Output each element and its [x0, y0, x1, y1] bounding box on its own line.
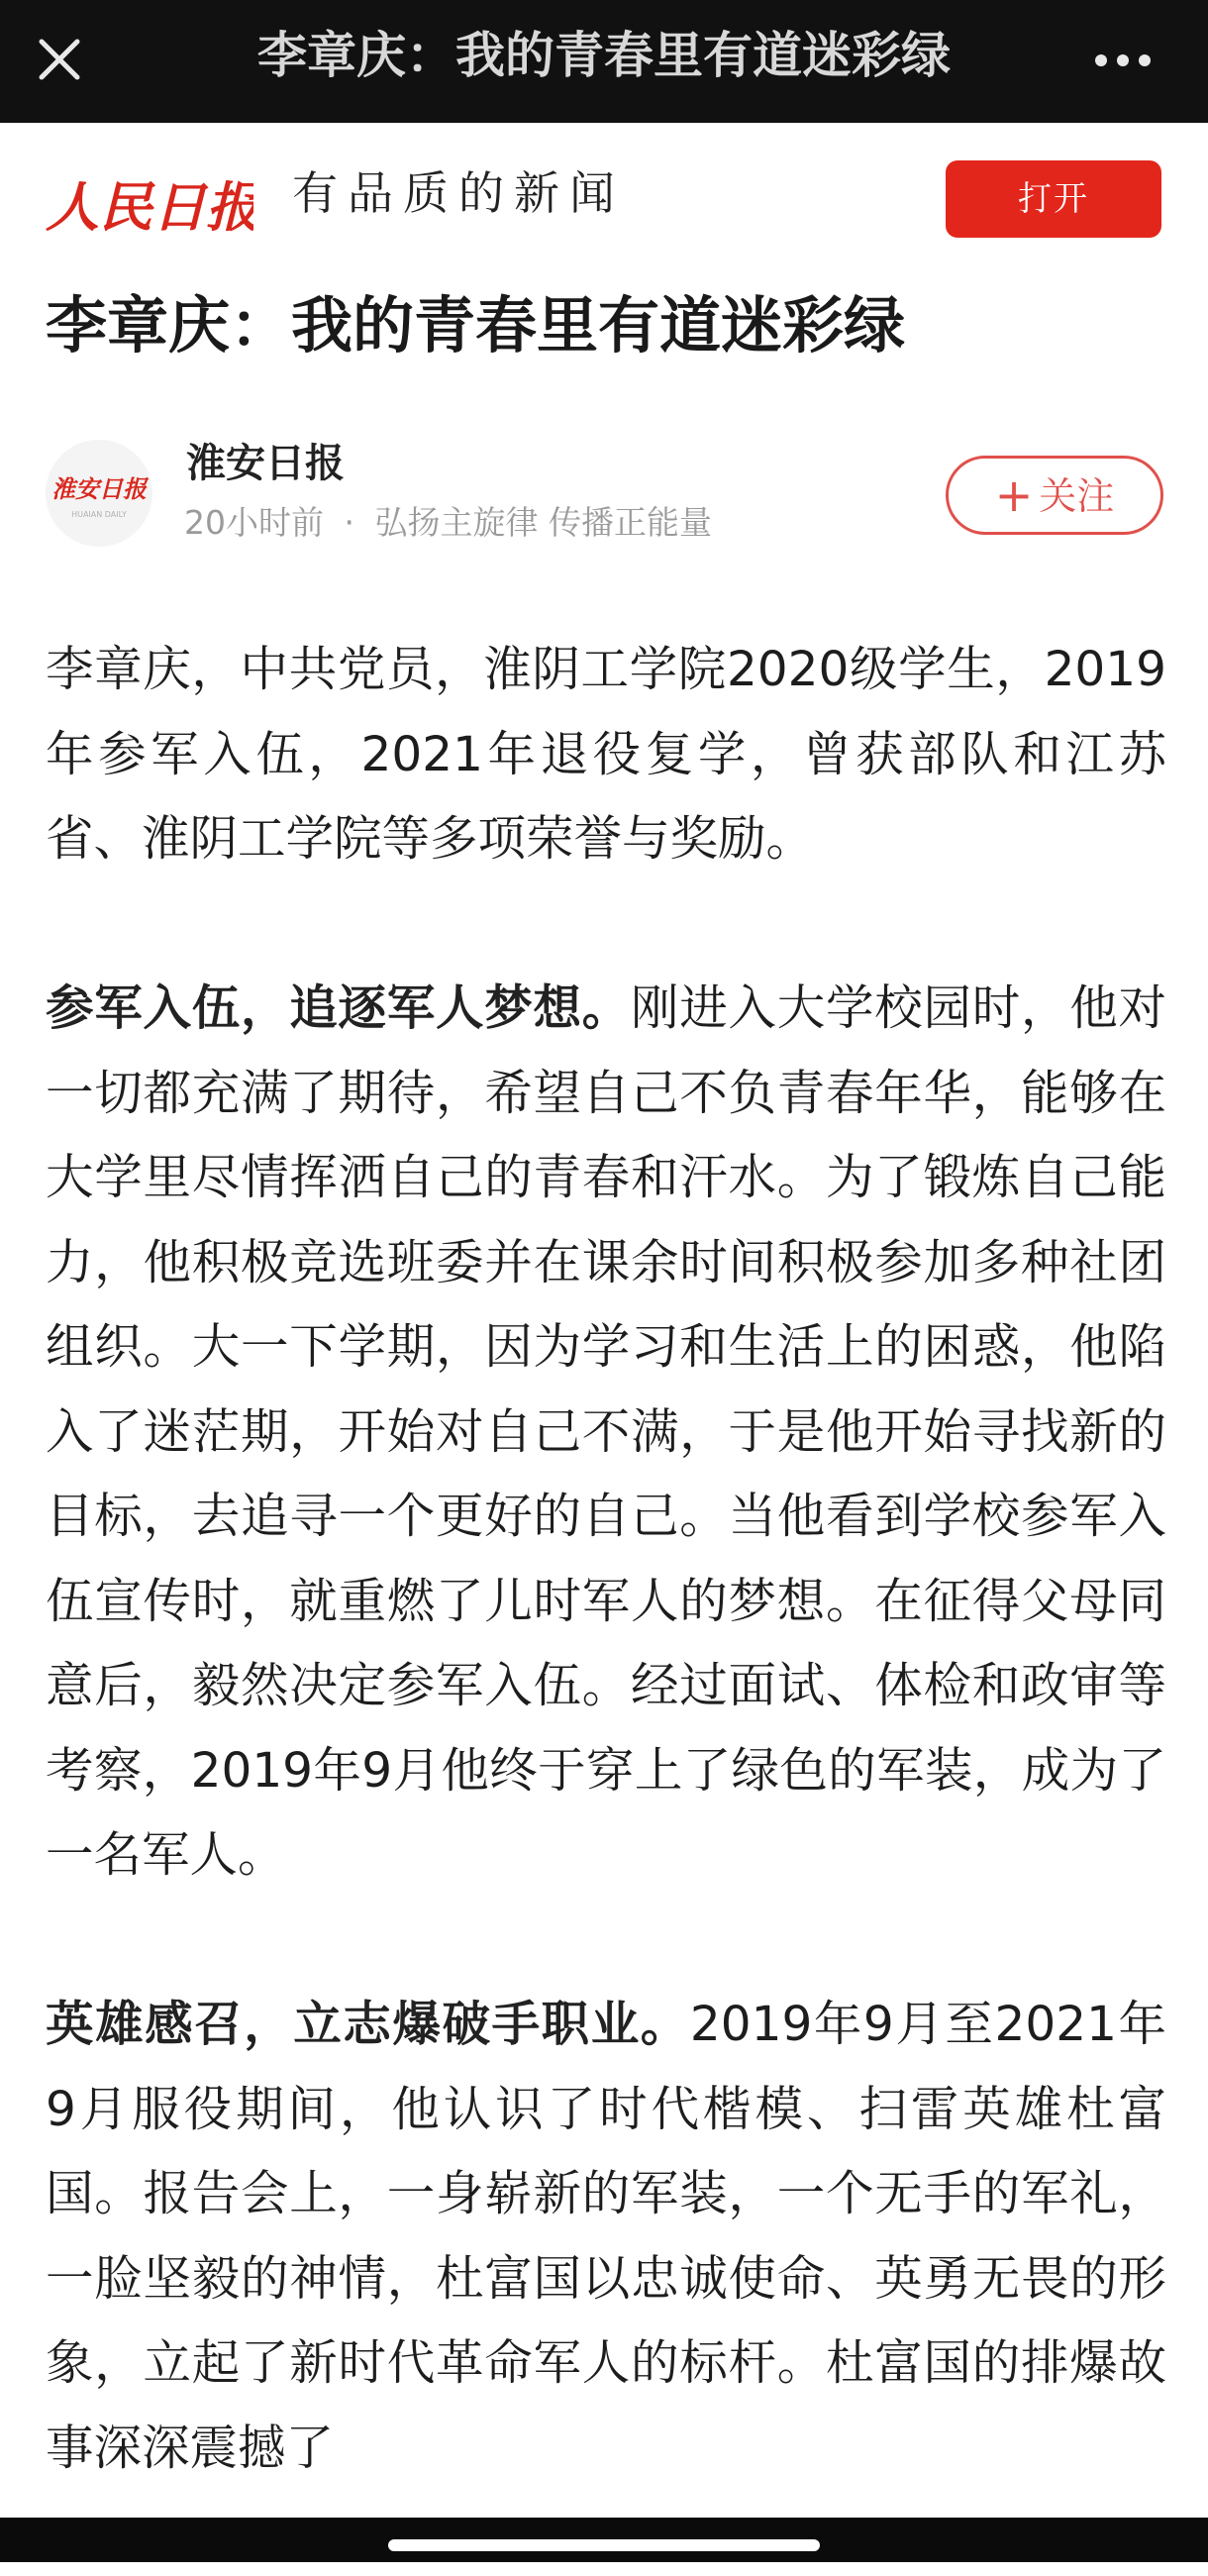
follow-label: 关注: [1039, 474, 1115, 518]
article-paragraph: [46, 1983, 1166, 2491]
author-avatar[interactable]: [46, 440, 152, 547]
open-app-button[interactable]: 打开: [946, 160, 1161, 238]
paragraph-text: 2019年9月至2021年9月服役期间，他认识了时代楷模、扫雷英雄杜富国。报告会上，一身崭新的军装，一个无手的军礼，一脸坚毅的神情，杜富国以忠诚使命、英勇无畏的形象，立起了新时代革命军人的标杆。杜富国的排爆故事深深震撼了: [46, 1997, 1166, 2476]
close-icon: [26, 26, 93, 93]
author-info: [0, 436, 1208, 555]
plus-icon: +: [994, 468, 1034, 522]
follow-button[interactable]: [946, 456, 1163, 535]
article-body: [46, 628, 1166, 2576]
meta-separator: ·: [344, 503, 354, 542]
close-button[interactable]: [26, 26, 93, 93]
nav-title: 李章庆：我的青春里有道迷彩绿: [257, 27, 951, 84]
publish-time: 20小时前: [184, 503, 324, 542]
article-title: 李章庆：我的青春里有道迷彩绿: [46, 289, 906, 361]
paragraph-heading: 英雄感召，立志爆破手职业。: [46, 1997, 690, 2052]
avatar-text: 淮安日报: [51, 474, 147, 503]
more-button[interactable]: [1089, 36, 1157, 85]
paragraph-text: 李章庆，中共党员，淮阴工学院2020级学生，2019年参军入伍，2021年退役复学，曾获部队和江苏省、淮阴工学院等多项荣誉与奖励。: [46, 642, 1166, 867]
brand-banner: [0, 123, 1208, 271]
author-tagline: 弘扬主旋律 传播正能量: [374, 503, 712, 542]
peoples-daily-logo: [46, 158, 253, 248]
brand-slogan: 有品质的新闻: [292, 166, 625, 220]
article-paragraph: [46, 967, 1166, 1899]
more-dots-icon: [1089, 36, 1157, 85]
author-name[interactable]: 淮安日报: [186, 441, 345, 486]
avatar-subtext: HUAIAN DAILY: [71, 510, 127, 519]
paragraph-text: 刚进入大学校园时，他对一切都充满了期待，希望自己不负青春年华，能够在大学里尽情挥洒自己的青春和汗水。为了锻炼自己能力，他积极竞选班委并在课余时间积极参加多种社团组织。大一下学期，因为学习和生活上的困惑，他陷入了迷茫期，开始对自己不满，于是他开始寻找新的目标，去追寻一个更好的自己。当他看到学校参军入伍宣传时，就重燃了儿时军人的梦想。在征得父母同意后，毅然决定参军入伍。经过面试、体检和政审等考察，2019年9月他终于穿上了绿色的军装，成为了一名军人。: [46, 980, 1166, 1883]
paragraph-heading: 参军入伍，追逐军人梦想。: [46, 980, 631, 1036]
article-paragraph: [46, 628, 1166, 882]
home-indicator[interactable]: [388, 2539, 820, 2551]
top-nav-bar: [0, 0, 1208, 123]
author-meta: [184, 503, 712, 543]
logo-text: 人民日报: [46, 175, 253, 239]
